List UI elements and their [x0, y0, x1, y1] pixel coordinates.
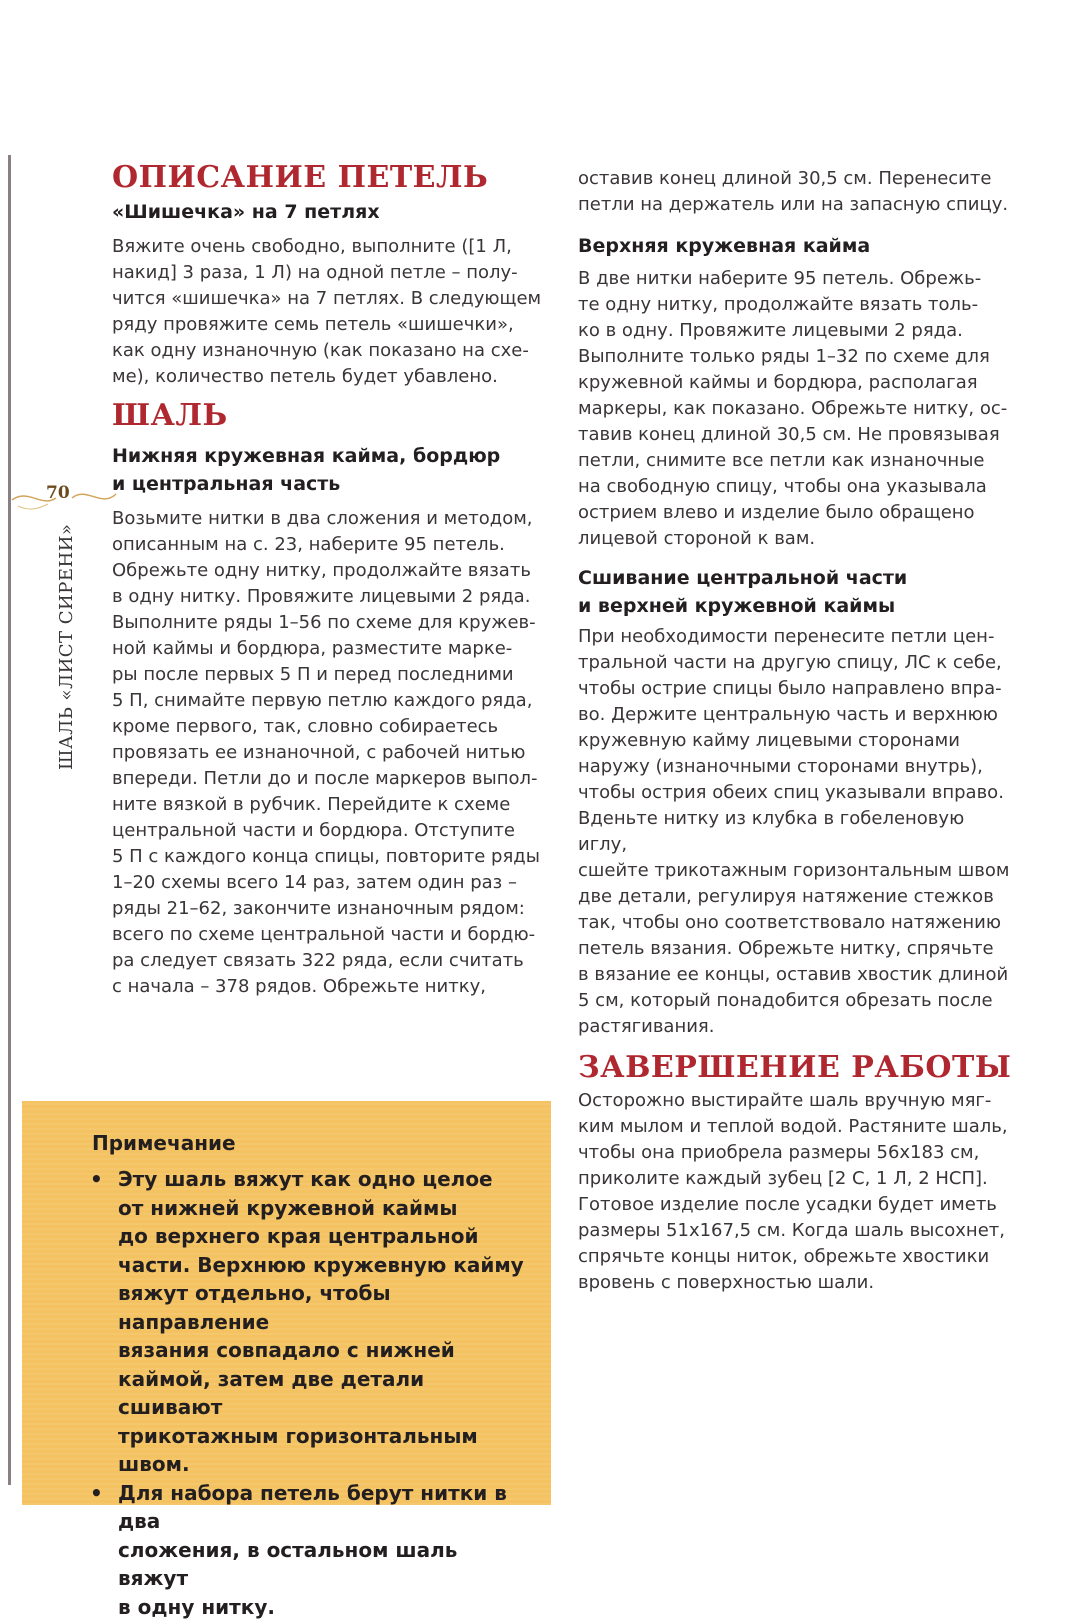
- text-line: с начала – 378 рядов. Обрежьте нитку,: [112, 974, 552, 1000]
- note-list: [88, 1165, 528, 1621]
- text-line: накид] 3 раза, 1 Л) на одной петле – полу-: [112, 260, 552, 286]
- text-line: Выполните ряды 1–56 по схеме для кружев-: [112, 610, 552, 636]
- seam-text: [578, 624, 1018, 1040]
- text-line: растягивания.: [578, 1014, 1018, 1040]
- text-line: чится «шишечка» на 7 петлях. В следующем: [112, 286, 552, 312]
- text-line: 5 П с каждого конца спицы, повторите ряды: [112, 844, 552, 870]
- text-line: Обрежьте одну нитку, продолжайте вязать: [112, 558, 552, 584]
- text-line: в вязание ее концы, оставив хвостик длиной: [578, 962, 1018, 988]
- text-line: петли на держатель или на запасную спицу.: [578, 192, 1018, 218]
- text-line: наружу (изнаночными сторонами внутрь),: [578, 754, 1018, 780]
- text-line: ме), количество петель будет убавлено.: [112, 364, 552, 390]
- lower-lace-heading-line1: Нижняя кружевная кайма, бордюр: [112, 442, 552, 470]
- text-line: вровень с поверхностью шали.: [578, 1270, 1018, 1296]
- text-line: ко в одну. Провяжите лицевыми 2 ряда.: [578, 318, 1018, 344]
- text-line: Эту шаль вяжут как одно целое: [118, 1165, 528, 1194]
- text-line: ким мылом и теплой водой. Растяните шаль,: [578, 1114, 1018, 1140]
- text-line: те одну нитку, продолжайте вязать толь-: [578, 292, 1018, 318]
- text-line: вязания совпадало с нижней: [118, 1336, 528, 1365]
- text-line: трикотажным горизонтальным швом.: [118, 1422, 528, 1479]
- text-line: всего по схеме центральной части и бордю-: [112, 922, 552, 948]
- text-line: 5 см, который понадобится обрезать после: [578, 988, 1018, 1014]
- text-line: от нижней кружевной каймы: [118, 1194, 528, 1223]
- text-line: в одну нитку. Провяжите лицевыми 2 ряда.: [112, 584, 552, 610]
- note-title: Примечание: [92, 1131, 236, 1155]
- section-title-finishing: ЗАВЕРШЕНИЕ РАБОТЫ: [578, 1048, 1018, 1088]
- bullet-icon: •: [90, 1479, 103, 1508]
- text-line: острием влево и изделие было обращено: [578, 500, 1018, 526]
- text-line: Выполните только ряды 1–32 по схеме для: [578, 344, 1018, 370]
- text-line: Вяжите очень свободно, выполните ([1 Л,: [112, 234, 552, 260]
- text-line: Вденьте нитку из клубка в гобеленовую иглу,: [578, 806, 1018, 858]
- text-line: лицевой стороной к вам.: [578, 526, 1018, 552]
- text-line: ры после первых 5 П и перед последними: [112, 662, 552, 688]
- text-line: ной каймы и бордюра, разместите марке-: [112, 636, 552, 662]
- text-line: чтобы острие спицы было направлено впра-: [578, 676, 1018, 702]
- page-number: 70: [46, 483, 70, 503]
- text-line: в одну нитку.: [118, 1593, 528, 1621]
- text-line: сшейте трикотажным горизонтальным швом: [578, 858, 1018, 884]
- upper-lace-heading: Верхняя кружевная кайма: [578, 232, 1018, 260]
- text-line: сложения, в остальном шаль вяжут: [118, 1536, 528, 1593]
- lower-lace-heading-line2: и центральная часть: [112, 470, 552, 498]
- text-line: 5 П, снимайте первую петлю каждого ряда,: [112, 688, 552, 714]
- text-line: кроме первого, так, словно собираетесь: [112, 714, 552, 740]
- text-line: петли, снимите все петли как изнаночные: [578, 448, 1018, 474]
- text-line: впереди. Петли до и после маркеров выпол-: [112, 766, 552, 792]
- text-line: чтобы острия обеих спиц указывали вправо.: [578, 780, 1018, 806]
- text-line: Возьмите нитки в два сложения и методом,: [112, 506, 552, 532]
- text-line: провязать ее изнаночной, с рабочей нитью: [112, 740, 552, 766]
- text-line: чтобы она приобрела размеры 56x183 см,: [578, 1140, 1018, 1166]
- text-line: оставив конец длиной 30,5 см. Перенесите: [578, 166, 1018, 192]
- right-column: [578, 166, 1018, 1296]
- text-line: тавив конец длиной 30,5 см. Не провязывая: [578, 422, 1018, 448]
- bobble-heading: «Шишечка» на 7 петлях: [112, 198, 552, 226]
- text-line: При необходимости перенесите петли цен-: [578, 624, 1018, 650]
- text-line: кружевную кайму лицевыми сторонами: [578, 728, 1018, 754]
- text-line: спрячьте концы ниток, обрежьте хвостики: [578, 1244, 1018, 1270]
- bobble-text: [112, 234, 552, 390]
- finishing-text: [578, 1088, 1018, 1296]
- text-line: описанным на с. 23, наберите 95 петель.: [112, 532, 552, 558]
- text-line: на свободную спицу, чтобы она указывала: [578, 474, 1018, 500]
- text-line: части. Верхнюю кружевную кайму: [118, 1251, 528, 1280]
- text-line: тральной части на другую спицу, ЛС к себе,: [578, 650, 1018, 676]
- text-line: петель вязания. Обрежьте нитку, спрячьте: [578, 936, 1018, 962]
- upper-lace-text: [578, 266, 1018, 552]
- text-line: маркеры, как показано. Обрежьте нитку, ос-: [578, 396, 1018, 422]
- text-line: центральной части и бордюра. Отступите: [112, 818, 552, 844]
- text-line: приколите каждый зубец [2 С, 1 Л, 2 НСП].: [578, 1166, 1018, 1192]
- text-line: вяжут отдельно, чтобы направление: [118, 1279, 528, 1336]
- running-title: ШАЛЬ «ЛИСТ СИРЕНИ»: [56, 524, 77, 770]
- text-line: каймой, затем две детали сшивают: [118, 1365, 528, 1422]
- text-line: Осторожно выстирайте шаль вручную мяг-: [578, 1088, 1018, 1114]
- lower-lace-text: [112, 506, 552, 1000]
- text-line: размеры 51x167,5 см. Когда шаль высохнет,: [578, 1218, 1018, 1244]
- text-line: ра следует связать 322 ряда, если считать: [112, 948, 552, 974]
- text-line: две детали, регулируя натяжение стежков: [578, 884, 1018, 910]
- text-line: ряду провяжите семь петель «шишечки»,: [112, 312, 552, 338]
- text-line: так, чтобы оно соответствовало натяжению: [578, 910, 1018, 936]
- text-line: во. Держите центральную часть и верхнюю: [578, 702, 1018, 728]
- note-item: [88, 1165, 528, 1479]
- text-line: В две нитки наберите 95 петель. Обрежь-: [578, 266, 1018, 292]
- text-line: Для набора петель берут нитки в два: [118, 1479, 528, 1536]
- section-title-shawl: ШАЛЬ: [112, 396, 552, 436]
- seam-heading-line1: Сшивание центральной части: [578, 564, 1018, 592]
- section-title-stitches: ОПИСАНИЕ ПЕТЕЛЬ: [112, 158, 552, 198]
- text-line: 1–20 схемы всего 14 раз, затем один раз –: [112, 870, 552, 896]
- continued-text: [578, 166, 1018, 218]
- text-line: Готовое изделие после усадки будет иметь: [578, 1192, 1018, 1218]
- text-line: ните вязкой в рубчик. Перейдите к схеме: [112, 792, 552, 818]
- text-line: ряды 21–62, закончите изнаночным рядом:: [112, 896, 552, 922]
- text-line: кружевной каймы и бордюра, располагая: [578, 370, 1018, 396]
- page-edge: [8, 155, 11, 1485]
- text-line: до верхнего края центральной: [118, 1222, 528, 1251]
- bullet-icon: •: [90, 1165, 103, 1194]
- left-column: [112, 158, 552, 1000]
- seam-heading-line2: и верхней кружевной каймы: [578, 592, 1018, 620]
- text-line: как одну изнаночную (как показано на схе-: [112, 338, 552, 364]
